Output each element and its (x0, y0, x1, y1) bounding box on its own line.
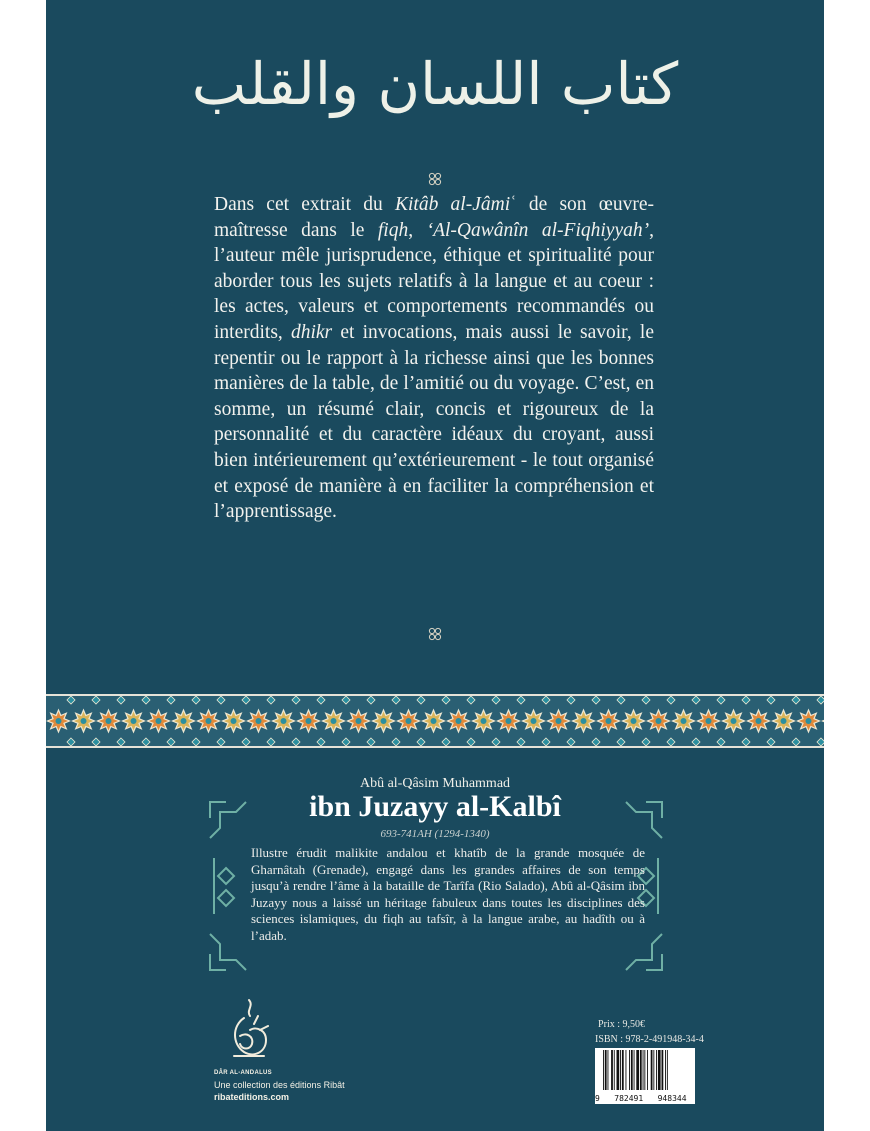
barcode-bar (651, 1050, 653, 1090)
barcode-bar (636, 1050, 639, 1090)
pattern-diamond (242, 738, 250, 746)
blurb-fragment: , l’auteur mêle jurisprudence, éthique et spiritualité pour aborder tous les sujets relatifs à la langue et au coeur : les actes, valeurs et comportements recommandés ou interdits, (214, 219, 654, 343)
pattern-dot (306, 718, 312, 724)
pattern-dot (56, 718, 62, 724)
pattern-diamond (767, 696, 775, 704)
pattern-dot (731, 718, 737, 724)
pattern-diamond (492, 696, 500, 704)
pattern-star (823, 710, 825, 732)
pattern-diamond (317, 696, 325, 704)
pattern-diamond (717, 696, 725, 704)
pattern-diamond (442, 738, 450, 746)
pattern-dot (706, 718, 712, 724)
pattern-dot (531, 718, 537, 724)
pattern-diamond (142, 738, 150, 746)
pattern-diamond (467, 696, 475, 704)
pattern-diamond (517, 696, 525, 704)
pattern-dot (456, 718, 462, 724)
pattern-dot (281, 718, 287, 724)
pattern-diamond (367, 696, 375, 704)
blurb-fragment: ʿ de son œuvre-maîtresse dans le (214, 194, 654, 241)
pattern-diamond (642, 738, 650, 746)
blurb-paragraph (214, 192, 654, 525)
ornament-divider-top (46, 172, 824, 190)
barcode-bar (643, 1050, 644, 1090)
barcode-bar (605, 1050, 607, 1090)
pattern-diamond (742, 696, 750, 704)
pattern-diamond (317, 738, 325, 746)
pattern-diamond (792, 738, 800, 746)
barcode-bar (647, 1050, 648, 1090)
pattern-diamond (717, 738, 725, 746)
author-biography: Illustre érudit malikite andalou et khatîb de la grande mosquée de Gharnâtah (Grenade), engagé dans les grandes affaires de son temps jusqu’à rendre l’âme à la bataille de Tarîfa (Rio Salado), Abû al-Qâsim ibn Juzayy nous a laissé un héritage fabuleux dans toutes les disciplines des sciences islamiques, du fiqh au tafsîr, à la langue arabe, au hadîth ou à l’adab. (251, 845, 645, 943)
pattern-dot (256, 718, 262, 724)
pattern-dot (356, 718, 362, 724)
pattern-dot (606, 718, 612, 724)
geometric-pattern-band (46, 694, 824, 748)
pattern-diamond (417, 738, 425, 746)
pattern-dot (431, 718, 437, 724)
pattern-diamond (692, 738, 700, 746)
blurb-fragment: , (408, 219, 427, 241)
pattern-diamond (267, 696, 275, 704)
pattern-diamond (117, 738, 125, 746)
barcode-bars (595, 1050, 695, 1094)
blurb-fragment: dhikr (290, 321, 333, 343)
pattern-diamond (642, 696, 650, 704)
author-dates: 693-741AH (1294-1340) (380, 828, 490, 840)
pattern-diamond (392, 738, 400, 746)
pattern-diamond (542, 696, 550, 704)
pattern-dot (206, 718, 212, 724)
pattern-diamond (692, 696, 700, 704)
publisher-name: DÂR AL-ANDALUS (214, 1070, 272, 1076)
barcode-bar (634, 1050, 635, 1090)
pattern-diamond (217, 738, 225, 746)
pattern-diamond (92, 738, 100, 746)
pattern-diamond (142, 696, 150, 704)
pattern-dot (156, 718, 162, 724)
pattern-dot (581, 718, 587, 724)
barcode (595, 1048, 695, 1104)
pattern-diamond (417, 696, 425, 704)
pattern-dot (781, 718, 787, 724)
pattern-dot (106, 718, 112, 724)
barcode-bar (608, 1050, 609, 1090)
barcode-bar (620, 1050, 621, 1090)
pattern-diamond (167, 696, 175, 704)
pattern-diamond (592, 696, 600, 704)
pattern-dot (756, 718, 762, 724)
barcode-bar (617, 1050, 620, 1090)
pattern-diamond (67, 696, 75, 704)
barcode-bar (629, 1050, 630, 1090)
author-first-names: Abû al-Qâsim Muhammad (359, 776, 511, 791)
pattern-dot (481, 718, 487, 724)
pattern-dot (681, 718, 687, 724)
barcode-bar (667, 1050, 668, 1090)
barcode-bar (640, 1050, 642, 1090)
barcode-bar (665, 1050, 666, 1090)
blurb-fragment: fiqh (377, 219, 409, 241)
isbn-label: ISBN : 978-2-491948-34-4 (595, 1034, 704, 1045)
barcode-bar (658, 1050, 661, 1090)
pattern-dot (381, 718, 387, 724)
pattern-dot (631, 718, 637, 724)
pattern-diamond (617, 696, 625, 704)
pattern-dot (406, 718, 412, 724)
barcode-bar (662, 1050, 664, 1090)
pattern-dot (806, 718, 812, 724)
pattern-diamond (367, 738, 375, 746)
barcode-bar (614, 1050, 615, 1090)
pattern-diamond (567, 738, 575, 746)
collection-line: Une collection des éditions Ribât (214, 1080, 345, 1090)
ornament-divider-bottom (46, 627, 824, 645)
blurb-fragment: ‘Al-Qawânîn al-Fiqhiyyah’ (426, 219, 650, 241)
pattern-dot (656, 718, 662, 724)
barcode-bar (611, 1050, 613, 1090)
pattern-diamond (792, 696, 800, 704)
pattern-dot (131, 718, 137, 724)
pattern-diamond (242, 696, 250, 704)
pattern-diamond (592, 738, 600, 746)
pattern-dot (181, 718, 187, 724)
pattern-diamond (742, 738, 750, 746)
pattern-diamond (67, 738, 75, 746)
pattern-diamond (217, 696, 225, 704)
barcode-bar (631, 1050, 633, 1090)
ornament-icon (428, 172, 442, 186)
pattern-dot (506, 718, 512, 724)
pattern-diamond (342, 696, 350, 704)
blurb-fragment: Kitâb al-Jâmi (394, 194, 511, 215)
pattern-diamond (817, 696, 824, 704)
barcode-digits: 9 782491 948344 (595, 1094, 687, 1103)
arabic-calligraphy-title: كتاب اللسان والقلب (191, 50, 679, 118)
barcode-bar (653, 1050, 654, 1090)
barcode-bar (644, 1050, 645, 1090)
publisher-logo-icon (224, 996, 274, 1072)
pattern-diamond (667, 738, 675, 746)
pattern-diamond (517, 738, 525, 746)
barcode-bar (626, 1050, 627, 1090)
pattern-diamond (392, 696, 400, 704)
barcode-bar (603, 1050, 604, 1090)
geometric-pattern-svg (46, 696, 824, 746)
pattern-diamond (442, 696, 450, 704)
pattern-dot (331, 718, 337, 724)
pattern-diamond (617, 738, 625, 746)
price-label: Prix : 9,50€ (598, 1019, 645, 1030)
pattern-diamond (467, 738, 475, 746)
pattern-diamond (342, 738, 350, 746)
pattern-diamond (767, 738, 775, 746)
pattern-diamond (117, 696, 125, 704)
author-name: ibn Juzayy al-Kalbî (309, 790, 561, 823)
pattern-diamond (167, 738, 175, 746)
pattern-diamond (192, 738, 200, 746)
pattern-dot (556, 718, 562, 724)
barcode-bar (622, 1050, 624, 1090)
pattern-diamond (817, 738, 824, 746)
pattern-dot (81, 718, 87, 724)
pattern-diamond (192, 696, 200, 704)
blurb-fragment: et invocations, mais aussi le savoir, le repentir ou le rapport à la richesse ainsi que les bonnes manières de la table, de l’amitié ou du voyage. C’est, en somme, un résumé clair, concis et rigoureux de la personnalité et du caractère idéaux du croyant, aussi bien intérieurement qu’extérieurement - le tout organisé et exposé de manière à en faciliter la compréhension et l’apprentissage. (214, 321, 654, 523)
pattern-diamond (92, 696, 100, 704)
pattern-diamond (267, 738, 275, 746)
pattern-dot (231, 718, 237, 724)
book-back-cover (46, 0, 824, 1131)
pattern-diamond (667, 696, 675, 704)
pattern-diamond (292, 738, 300, 746)
ornament-icon (428, 627, 442, 641)
pattern-diamond (542, 738, 550, 746)
barcode-bar (656, 1050, 657, 1090)
blurb-fragment: Dans cet extrait du (214, 194, 395, 215)
pattern-diamond (567, 696, 575, 704)
publisher-website: ribateditions.com (214, 1092, 290, 1102)
pattern-diamond (292, 696, 300, 704)
pattern-diamond (492, 738, 500, 746)
